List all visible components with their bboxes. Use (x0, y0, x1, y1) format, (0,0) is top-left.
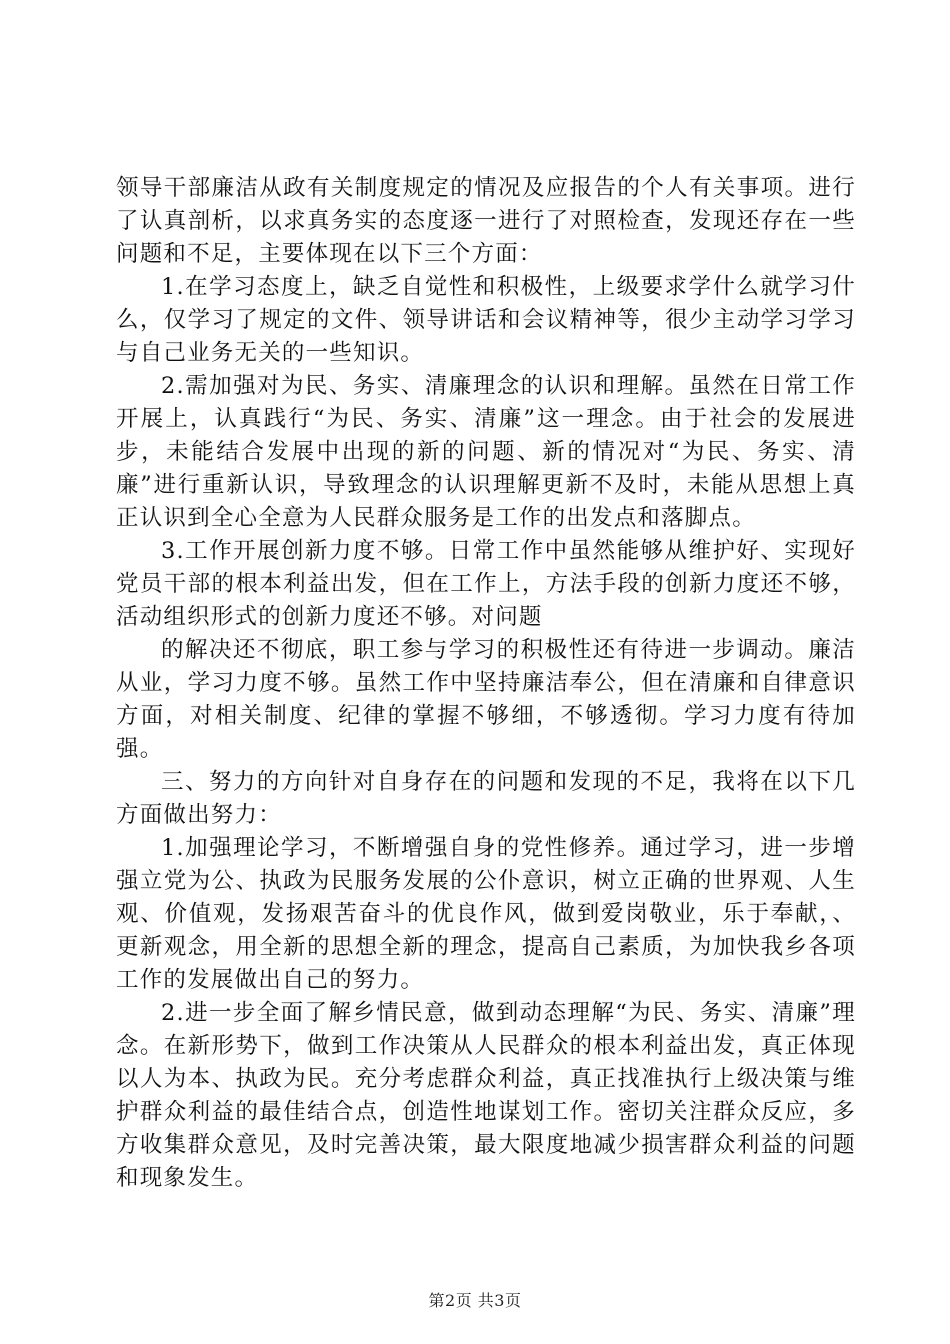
paragraph-intro: 领导干部廉洁从政有关制度规定的情况及应报告的个人有关事项。进行了认真剖析，以求真务实的态度逐一进行了对照检查，发现还存在一些问题和不足，主要体现在以下三个方面： (116, 175, 856, 267)
paragraph-effort-2: 2.进一步全面了解乡情民意，做到动态理解“为民、务实、清廉”理念。在新形势下，做到工作决策从人民群众的根本利益出发，真正体现以人为本、执政为民。充分考虑群众利益，真正找准执行上级决策与维护群众利益的最佳结合点，创造性地谋划工作。密切关注群众反应，多方收集群众意见，及时完善决策，最大限度地减少损害群众利益的问题和现象发生。 (116, 1000, 856, 1191)
paragraph-effort-1: 1.加强理论学习，不断增强自身的党性修养。通过学习，进一步增强立党为公、执政为民服务发展的公仆意识，树立正确的世界观、人生观、价值观，发扬艰苦奋斗的优良作风，做到爱岗敬业，乐于奉献，、更新观念，用全新的思想全新的理念，提高自己素质，为加快我乡各项工作的发展做出自己的努力。 (116, 835, 856, 993)
page-footer: 第2页 共3页 (428, 1291, 522, 1310)
paragraph-point-1: 1.在学习态度上，缺乏自觉性和积极性，上级要求学什么就学习什么，仅学习了规定的文件、领导讲话和会议精神等，很少主动学习学习与自己业务无关的一些知识。 (116, 274, 856, 366)
paragraph-point-3: 3.工作开展创新力度不够。日常工作中虽然能够从维护好、实现好党员干部的根本利益出发，但在工作上，方法手段的创新力度还不够，活动组织形式的创新力度还不够。对问题 (116, 538, 856, 630)
paragraph-section-3-heading: 三、努力的方向针对自身存在的问题和发现的不足，我将在以下几方面做出努力： (116, 769, 856, 828)
paragraph-point-2: 2.需加强对为民、务实、清廉理念的认识和理解。虽然在日常工作开展上，认真践行“为民、务实、清廉”这一理念。由于社会的发展进步，未能结合发展中出现的新的问题、新的情况对“为民、务实、清廉”进行重新认识，导致理念的认识理解更新不及时，未能从思想上真正认识到全心全意为人民群众服务是工作的出发点和落脚点。 (116, 373, 856, 531)
document-body (116, 172, 856, 1195)
paragraph-point-3-continued: 的解决还不彻底，职工参与学习的积极性还有待进一步调动。廉洁从业，学习力度不够。虽然工作中坚持廉洁奉公，但在清廉和自律意识方面，对相关制度、纪律的掌握不够细，不够透彻。学习力度有待加强。 (116, 637, 856, 762)
